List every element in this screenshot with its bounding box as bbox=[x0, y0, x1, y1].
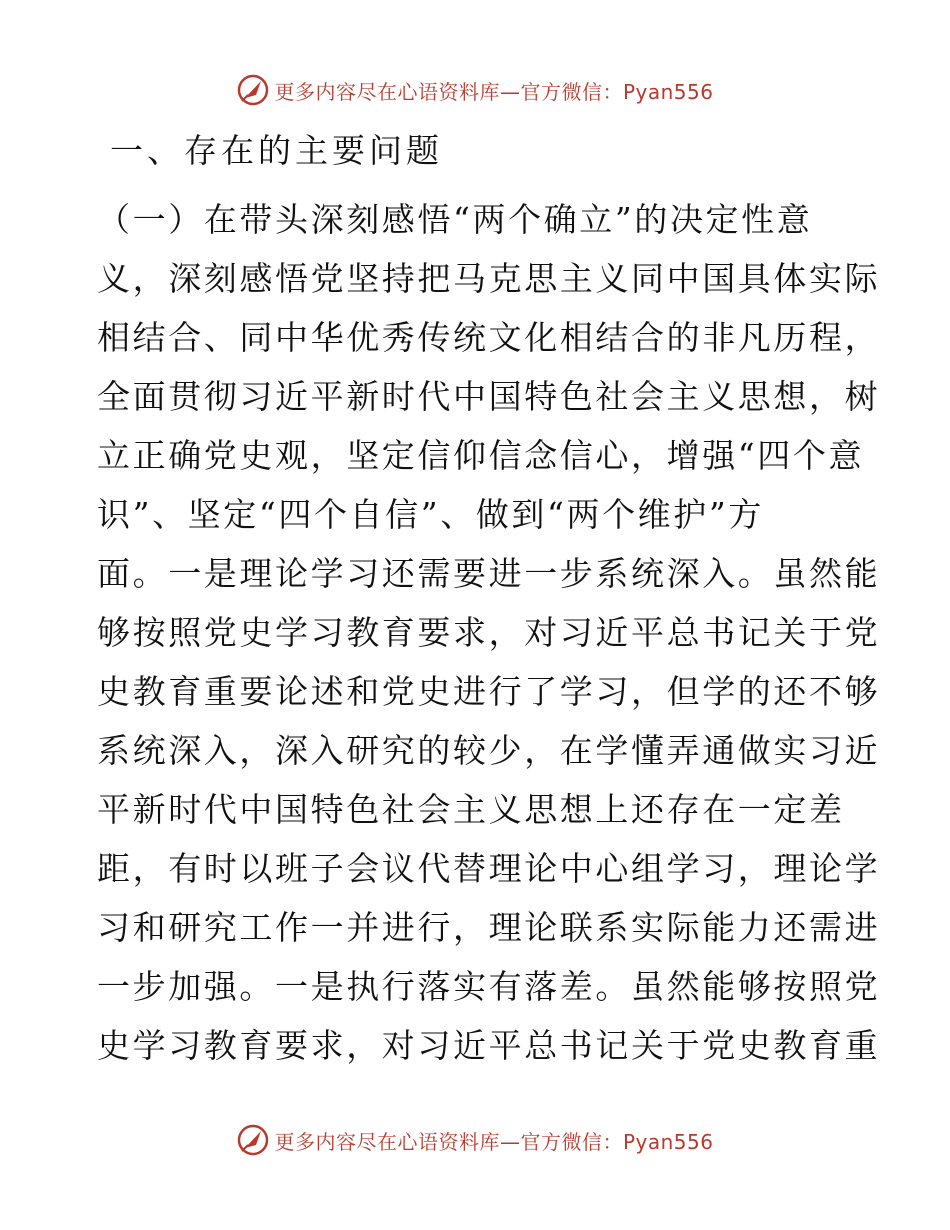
body-line: 面。一是理论学习还需要进一步系统深入。虽然能 bbox=[97, 554, 881, 593]
body-line: 全面贯彻习近平新时代中国特色社会主义思想，树 bbox=[97, 377, 881, 416]
body-line: 史学习教育要求，对习近平总书记关于党史教育重 bbox=[97, 1026, 881, 1065]
quill-logo-icon bbox=[236, 73, 270, 107]
quill-logo-icon bbox=[236, 1123, 270, 1157]
document-body bbox=[97, 190, 881, 1075]
body-line: （一）在带头深刻感悟“两个确立”的决定性意 bbox=[97, 200, 813, 239]
body-line: 习和研究工作一并进行，理论联系实际能力还需进 bbox=[97, 908, 881, 947]
body-line: 平新时代中国特色社会主义思想上还存在一定差 bbox=[97, 790, 845, 829]
header-banner bbox=[0, 70, 950, 110]
body-line: 义，深刻感悟党坚持把马克思主义同中国具体实际 bbox=[97, 259, 881, 298]
body-line: 识”、坚定“四个自信”、做到“两个维护”方 bbox=[97, 495, 764, 534]
body-line: 史教育重要论述和党史进行了学习，但学的还不够 bbox=[97, 672, 881, 711]
body-line: 相结合、同中华优秀传统文化相结合的非凡历程， bbox=[97, 318, 881, 357]
footer-banner bbox=[0, 1120, 950, 1160]
body-line: 立正确党史观，坚定信仰信念信心，增强“四个意 bbox=[97, 436, 865, 475]
section-heading: 一、存在的主要问题 bbox=[110, 131, 443, 170]
footer-banner-text: 更多内容尽在心语资料库—官方微信：Pyan556 bbox=[274, 1129, 714, 1154]
body-line: 够按照党史学习教育要求，对习近平总书记关于党 bbox=[97, 613, 881, 652]
body-line: 系统深入，深入研究的较少，在学懂弄通做实习近 bbox=[97, 731, 881, 770]
body-line: 一步加强。一是执行落实有落差。虽然能够按照党 bbox=[97, 967, 881, 1006]
header-banner-text: 更多内容尽在心语资料库—官方微信：Pyan556 bbox=[274, 79, 714, 104]
body-line: 距，有时以班子会议代替理论中心组学习，理论学 bbox=[97, 849, 881, 888]
